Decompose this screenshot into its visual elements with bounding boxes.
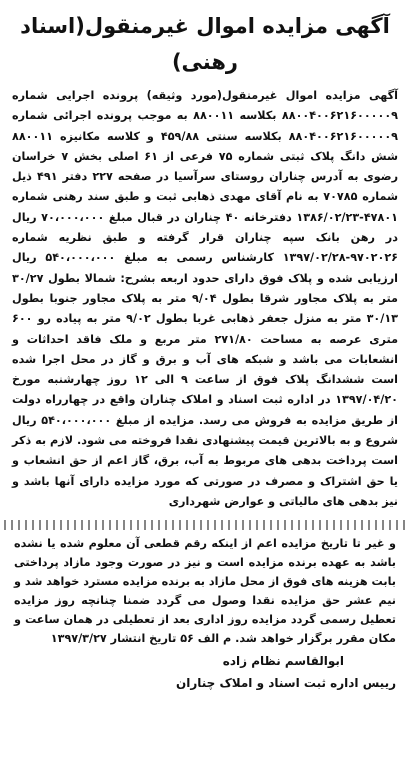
signature-block — [14, 650, 396, 694]
notice-paragraph-lower: و غیر تا تاریخ مزایده اعم از اینکه رقم قطعی آن معلوم شده یا نشده باشد به عهده برنده مزایده است و نیز در صورت وجود مازاد پرداختی بابت هزینه های فوق از محل مازاد به برنده مزایده مسترد خواهد شد و نیم عشر حق مزایده نقدا وصول می گردد ضمنا چنانچه روز مزایده تعطیل رسمی گردد مزایده روز اداری بعد از تعطیلی در همان ساعت و مکان مقرر برگزار خواهد شد. م الف ۵۶ تاریخ انتشار ۱۳۹۷/۳/۲۷ — [14, 537, 396, 646]
signatory-position: رییس اداره ثبت اسناد و املاک چناران — [175, 676, 396, 691]
auction-notice — [4, 4, 406, 764]
notice-body-lower — [4, 530, 406, 694]
signatory-name: ابوالقاسم نظام زاده — [222, 654, 344, 669]
notice-title: آگهی مزایده اموال غیرمنقول(اسناد رهنی) — [20, 14, 390, 74]
notice-paragraph-upper: آگهی مزایده اموال غیرمنقول(مورد وثیقه) پرونده اجرایی شماره ۸۸۰۰۴۰۰۶۲۱۶۰۰۰۰۰۹ بکلاسه ۸۸۰۰۱۱ به موجب پرونده اجرائی شماره ۸۸۰۴۰۰۶۲۱۶۰۰۰۰۰۹ بکلاسه سنتی ۴۵۹/۸۸ و کلاسه مکانیزه ۸۸۰۰۱۱ شش دانگ پلاک ثبتی شماره ۷۵ فرعی از ۶۱ اصلی بخش ۷ خراسان رضوی به آدرس چناران روستای سرآسیا در صفحه ۲۲۷ دفتر ۴۹۱ ذیل شماره ۷۰۷۸۵ به نام آقای مهدی ذهابی ثبت و طبق سند رهنی شماره ۴۷۸۰۱-۱۳۸۶/۰۲/۲۳ دفترخانه ۴۰ چناران در قبال مبلغ ۷۰،۰۰۰،۰۰۰ ریال در رهن بانک سپه چناران قرار گرفته و طبق نظریه شماره ۹۷۰۲۰۲۶-۱۳۹۷/۰۲/۲۸ کارشناس رسمی به مبلغ ۵۴۰،۰۰۰،۰۰۰ ریال ارزیابی شده و پلاک فوق دارای حدود اربعه بشرح: شمالا بطول ۳۰/۲۷ متر به پلاک مجاور شرقا بطول ۹/۰۴ متر به پلاک مجاور جنوبا بطول ۳۰/۱۳ متر به منزل جعفر ذهابی غربا بطول ۹/۰۲ متر به پیاده رو ۶۰۰ متری عرصه به مساحت ۲۷۱/۸۰ متر مربع و ملک فاقد احداثات و انشعابات می باشد و شبکه های آب و برق و گاز در محل اجرا شده است ششدانگ پلاک فوق از ساعت ۹ الی ۱۲ روز چهارشنبه مورخ ۱۳۹۷/۰۴/۲۰ در اداره ثبت اسناد و املاک چناران واقع در چهارراه دولت از طریق مزایده به فروش می رسد. مزایده از مبلغ ۵۴۰،۰۰۰،۰۰۰ ریال شروع و به بالاترین قیمت پیشنهادی نقدا فروخته می شود. لازم به ذکر است پرداخت بدهی های مربوط به آب، برق، گاز اعم از حق انشعاب و یا حق اشتراک و مصرف در صورتی که مورد مزایده دارای آنها باشد و نیز بدهی های مالیاتی و عوارض شهرداری — [12, 89, 399, 508]
clipping-divider — [4, 520, 406, 530]
notice-body-upper — [4, 86, 406, 518]
